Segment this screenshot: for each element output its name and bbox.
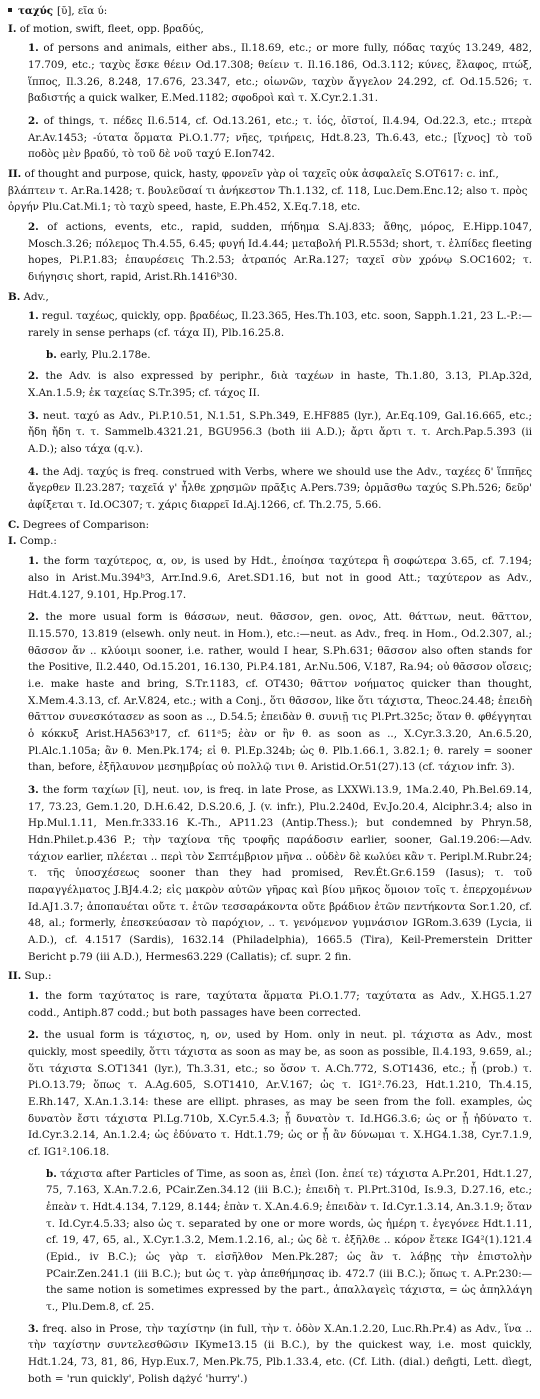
sense-text: Degrees of Comparison:: [22, 518, 150, 531]
entry-headline: [8, 3, 532, 20]
sense-text: early, Plu.2.178e.: [60, 348, 151, 361]
sense: [28, 606, 532, 779]
headword-info: [ῠ], εῖα ύ:: [57, 5, 108, 17]
sense: [28, 305, 532, 344]
sense-text: τάχιστα after Particles of Time, as soon as, ἐπεὶ (Ion. ἐπεί τε) τάχιστα A.Pr.201, Hdt.1.27, 75, 7.163, X.An.7.2.6, PCair.Zen.34.12 (iii B.C.); ἐπειδὴ τ. Pl.Prt.310d, Is.9.3, D.27.16, etc.; ἐπεὰν τ. Hdt.4.134, 7.129, 8.144; ἐπὰν τ. X.An.4.6.9; ἐπειδὰν τ. Id.Cyr.1.3.14, An.3.1.9; ὅταν τ. Id.Cyr.4.5.33; also ὡς τ. separated by one or more words, ὡς ἡμέρη τ. ἐγεγόνεε Hdt.1.11, cf. 19, 47, 65, al., X.Cyr.1.3.2, Mem.1.2.16, al.; ὡς δὲ τ. ἐξῆλθε .. κόρον ἔτεκε IG4²(1).121.4 (Epid., iv B.C.); ὡς γὰρ τ. εἰσῆλθον Men.Pk.287; ὡς ἂν τ. λάβῃς τὴν ἐπιστολὴν PCair.Zen.241.1 (iii B.C.); but ὡς τ. γὰρ ἀπεθήμησας ib. 472.7 (iii B.C.); ὅπως τ. A.Pr.230:—the same notion is sometimes expressed by the part., ἀπαλλαγεὶς τάχιστα, = ὡς ἀπηλλάγη τ., Plu.Dem.8, cf. 25.: [46, 1167, 532, 1314]
sense-number: 2.: [28, 1029, 39, 1042]
sense-number: 3.: [28, 1322, 39, 1335]
sense: [28, 365, 532, 404]
sense-number: B.: [8, 290, 21, 303]
sense-text: of things, τ. πέδες Il.6.514, cf. Od.13.261, etc.; τ. ἰός, ὀϊστοί, Il.4.94, Od.22.3, etc.; πτερὰ Ar.Av.1453; -ύτατα ὅρματα Pi.O.1.77; νῆες, τριήρεις, Hdt.8.23, Th.6.43, etc.; [ἴχνος] τὸ τοῦ ποδὸς μὲν βραδύ, τὸ τοῦ δὲ νοῦ ταχύ E.Ion742.: [28, 115, 532, 161]
entry-senses: [8, 21, 532, 1391]
section-heading: [8, 21, 532, 38]
section-heading: [8, 289, 532, 306]
section-heading: [8, 517, 532, 534]
sense: [28, 216, 532, 289]
sense-text: of persons and animals, either abs., Il.18.69, etc.; or more fully, πόδας ταχύς 13.249, 482, 17.709, etc.; ταχὺς ἔσκε θέειν Od.17.308; θείειν τ. Il.16.186, Od.3.112; κύνες, ἔλαφος, πτώξ, ἵππος, Il.3.26, 8.248, 17.676, 23.347, etc.; οἰωνῶν, ταχὺν ἄγγελον 24.292, cf. Od.15.526; τ. βαδιστής a quick walker, E.Med.1182; σφοδροὶ καὶ τ. X.Cyr.2.1.31.: [28, 42, 532, 105]
sense-number: b.: [46, 348, 57, 361]
sense-text: the form ταχύτατος is rare, ταχύτατα ἅρματα Pi.O.1.77; ταχύτατα as Adv., X.HG5.1.27 codd., Antiph.87 codd.; but both passages have been corrected.: [28, 989, 532, 1019]
sense: [28, 37, 532, 110]
sense-text: of thought and purpose, quick, hasty, φρονεῖν γὰρ οἱ ταχεῖς οὐκ ἀσφαλεῖς S.OT617: c. inf., βλάπτειν τ. Ar.Ra.1428; τ. βουλεῦσαί τι ἀνήκεστον Th.1.132, cf. 118, Luc.Dem.Enc.12; also τ. πρὸς ὀργήν Plu.Cat.Mi.1; τὸ ταχὺ speed, haste, E.Ph.452, X.Eq.7.18, etc.: [8, 168, 528, 214]
sense-text: the form ταχίων [ῑ], neut. ιον, is freq. in late Prose, as LXXWi.13.9, 1Ma.2.40, Ph.Bel.69.14, 17, 73.23, Gem.1.20, D.H.6.42, D.S.20.6, J. (v. infr.), Plu.2.240d, Ev.Jo.20.4, Alciphr.3.4; also in Hp.Mul.1.11, Men.fr.333.16 K.-Th., AP11.23 (Antip.Thess.); but condemned by Phryn.58, Hdn.Philet.p.436 P.; τὴν ταχίονα τῆς τροφῆς παράδοσιν earlier, sooner, Gal.19.206:—Adv. τάχιον earlier, πλέεται .. περὶ τὸν Σεπτέμβριον μῆνα .. οὐδὲν δὲ κωλύει κἂν τ. Peripl.M.Rubr.24; τ. τῆς ὑποσχέσεως sooner than they had promised, Rev.Ét.Gr.6.159 (Iasus); τ. τοῦ παραγγέλματος J.BJ4.4.2; εἰς μακρὸν αὐτῶν γῆρας καὶ βίου μῆκος ὅμοιον τοῖς τ. ἐπερχομένων Id.AJ1.3.7; ἀποπαυέται οὔτε τ. ἐτῶν τεσσαράκοντα οὔτε βράδιον ἐτῶν πεντήκοντα Sor.1.20, cf. 48, al.; formerly, ἐπεσκεύασαν τὸ παρόχιον, .. τ. γενόμενον γυμνάσιον IGRom.3.639 (Lycia, ii A.D.), cf. 4.1517 (Sardis), 1632.14 (Philadelphia), 1665.5 (Tira), Keil-Premerstein Dritter Bericht p.79 (iii A.D.), Hermes63.229 (Callatis); cf. supr. 2 fin.: [28, 783, 533, 963]
sense: [28, 461, 532, 517]
sense: [28, 985, 532, 1024]
sense-text: the more usual form is θάσσων, neut. θᾶσσον, gen. ονος, Att. θάττων, neut. θᾶττον, Il.15.570, 13.819 (elsewh. only neut. in Hom.), etc.:—neut. as Adv., freq. in Hom., Od.2.307, al.; θᾶσσον ἄν .. κλύοιμι sooner, i.e. rather, would I hear, S.Ph.631; θᾶσσον also often stands for the Positive, Il.2.440, Od.15.201, 16.130, Pi.P.4.181, Ar.Nu.506, V.187, Ra.94; οὐ θᾶσσον οἴσεις; i.e. make haste and bring, S.Tr.1183, cf. OT430; θᾶττον νοήματος quicker than thought, X.Mem.4.3.13, cf. Ar.V.824, etc.; with a Conj., ὅτι θᾶσσον, like ὅτι τάχιστα, Theoc.24.48; ἐπειδὴ θᾶττον συνεσκότασεν as soon as .., D.54.5; ἐπειδὰν θ. συνιῇ τις Pl.Prt.325c; ὅταν θ. φθέγγηται ὁ κόκκυξ Arist.HA563ᵇ17, cf. 611ᵃ5; ἐὰν or ἢν θ. as soon as .., X.Cyr.3.3.20, An.6.5.20, Pl.Alc.1.105a; ἂν θ. Men.Pk.174; εἰ θ. Pl.Ep.324b; ὡς θ. Plb.1.66.1, 3.82.1; θ. rarely = sooner than, before, ἐξῆλαυνον μεσημβρίας οὐ πολλῷ τινι θ. Aristid.Or.51(27).13 (cf. τάχιον infr. 3).: [28, 611, 532, 774]
sense-text: Sup.:: [24, 970, 52, 983]
sense-text: the usual form is τάχιστος, η, ον, used by Hom. only in neut. pl. τάχιστα as Adv., most quickly, most speedily, ὅττι τάχιστα as soon as may be, as soon as possible, Il.4.193, 9.659, al.; ὅτι τάχιστα S.OT1341 (lyr.), Th.3.31, etc.; so ὅσον τ. A.Ch.772, S.OT1436, etc.; ᾗ (prob.) τ. Pi.O.13.79; ὅπως τ. A.Ag.605, S.OT1410, Ar.V.167; ὡς τ. IG1².76.23, Hdt.1.210, Th.4.15, E.Rh.147, X.An.1.3.14: these are ellipt. phrases, as may be seen from the foll. examples, ὡς δυνατὸν ἔστι τάχιστα Pl.Lg.710b, X.Cyr.5.4.3; ᾗ δυνατὸν τ. Id.HG6.3.6; ὡς or ᾗ ἠδύνατο τ. Id.Cyr.3.2.14, An.1.2.4; ὡς ἐδύνατο τ. Hdt.1.79; ὡς or ᾗ ἂν δύνωμαι τ. X.HG4.1.38, Cyr.7.1.9, cf. IG1².106.18.: [28, 1029, 532, 1158]
section-heading: [8, 968, 532, 985]
subsense: [46, 1164, 532, 1318]
sense-number: b.: [46, 1167, 57, 1180]
sense-number: 3.: [28, 783, 39, 796]
sense-number: 4.: [28, 465, 39, 478]
sense-number: 2.: [28, 611, 39, 624]
sense-number: 2.: [28, 370, 39, 383]
sense-number: 2.: [28, 221, 39, 234]
sense: [28, 1318, 532, 1391]
sense-text: Adv.,: [23, 290, 49, 303]
sense-number: II.: [8, 970, 22, 983]
bullet-icon: [8, 8, 12, 12]
sense-number: I.: [8, 535, 17, 548]
headword: ταχύς: [18, 5, 54, 17]
sense-number: 1.: [28, 310, 39, 323]
sense-number: 1.: [28, 989, 39, 1002]
sense-number: I.: [8, 22, 17, 35]
sense-text: the Adj. ταχύς is freq. construed with Verbs, where we should use the Adv., ταχέες δ' ἵππῆες ἄγερθεν Il.23.287; ταχεῖά γ' ἦλθε χρησμῶν πρᾶξις A.Pers.739; ὁρμᾶσθω ταχύς S.Ph.526; δεῦρ' ἀφίξεται τ. Id.OC307; τ. χάρις διαρρεῖ Id.Aj.1266, cf. Th.2.75, 5.66.: [28, 465, 532, 512]
sense-text: the form ταχύτερος, α, ον, is used by Hdt., ἐποίησα ταχύτερα ἢ σοφώτερα 3.65, cf. 7.194; also in Arist.Mu.394ᵇ3, Arr.Ind.9.6, Aret.SD1.16, but not in good Att.; ταχύτερον as Adv., Hdt.4.127, 9.101, Hp.Prog.17.: [28, 555, 532, 601]
sense-text: regul. ταχέως, quickly, opp. βραδέως, Il.23.365, Hes.Th.103, etc. soon, Sapph.1.21, 23 L.-P.:—rarely in sense perhaps (cf. τάχα II), Plb.16.25.8.: [28, 310, 532, 340]
sense-text: neut. ταχύ as Adv., Pi.P.10.51, N.1.51, S.Ph.349, E.HF885 (lyr.), Ar.Eq.109, Gal.16.665, etc.; ἤδη ἤδη τ. τ. Sammelb.4321.21, BGU956.3 (both iii A.D.); ἄρτι ἄρτι τ. τ. Arch.Pap.5.393 (ii A.D.); also τάχα (q.v.).: [28, 409, 532, 456]
section-heading: [8, 166, 532, 216]
section-heading: [8, 533, 532, 550]
sense-text: of actions, events, etc., rapid, sudden, πήδημα S.Aj.833; ἄθης, μόρος, E.Hipp.1047, Mosch.3.26; πόλεμος Th.4.55, 6.45; φυγή Id.4.44; μεταβολή Pl.R.553d; short, τ. ἐλπίδες fleeting hopes, Pi.P.1.83; ἐπαυρέσεις Th.2.53; ἀτραπός Ar.Ra.127; ταχεῖ σὺν χρόνῳ S.OC1602; τ. διήγησις short, rapid, Arist.Rh.1416ᵇ30.: [28, 221, 532, 284]
sense-number: 2.: [28, 115, 39, 128]
sense-number: C.: [8, 518, 20, 531]
sense-number: II.: [8, 168, 22, 181]
sense-text: freq. also in Prose, τὴν ταχίστην (in full, τὴν τ. ὁδὸν X.An.1.2.20, Luc.Rh.Pr.4) as Adv., ἵνα .. τὴν ταχίστην συντελεσθῶσιν IKyme13.15 (ii B.C.), by the quickest way, i.e. most quickly, Hdt.1.24, 73, 81, 86, Hyp.Eux.7, Men.Pk.75, Plb.1.33.4, etc. (Cf. Lith. (dial.) deñgti, Lett. dìegt, both = 'run quickly', Polish dążyć 'hurry'.): [28, 1322, 532, 1385]
sense-text: of motion, swift, fleet, opp. βραδύς,: [19, 22, 204, 35]
sense-text: Comp.:: [19, 535, 57, 548]
sense-number: 1.: [28, 555, 39, 568]
sense-number: 1.: [28, 42, 39, 55]
subsense: [46, 345, 532, 366]
sense: [28, 779, 532, 968]
sense: [28, 110, 532, 166]
sense-text: the Adv. is also expressed by periphr., διὰ ταχέων in haste, Th.1.80, 3.13, Pl.Ap.32d, X.An.1.5.9; ἐκ ταχείας S.Tr.395; cf. τάχος II.: [28, 370, 532, 400]
sense-number: 3.: [28, 409, 39, 422]
sense: [28, 405, 532, 461]
sense: [28, 1024, 532, 1163]
sense: [28, 550, 532, 606]
